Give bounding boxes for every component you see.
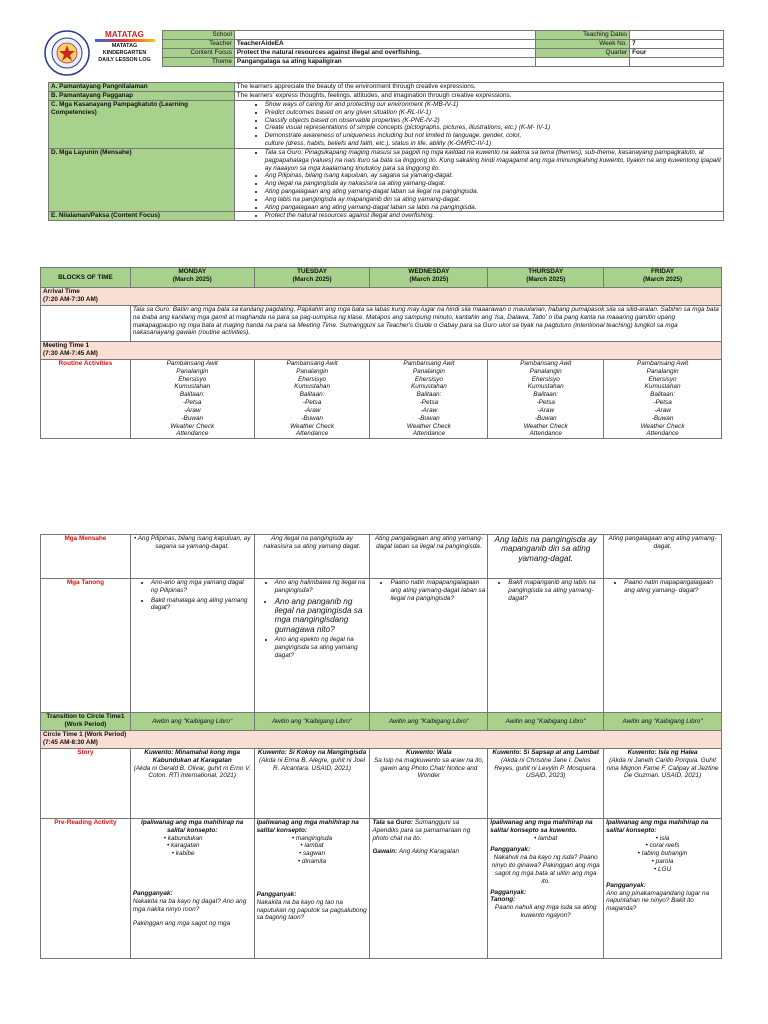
objectives-cell <box>234 148 723 212</box>
transition-row <box>41 713 722 731</box>
meeting-row <box>41 342 722 360</box>
day-name: WEDNESDAY <box>408 268 450 275</box>
list-item: • Classify objects based on observable properties (K-PNE-IV-2) <box>265 117 721 125</box>
tanong-list <box>257 579 368 660</box>
standard-d-label: D. Mga Layunin (Mensahe) <box>49 148 235 212</box>
prereading-cell <box>254 819 370 959</box>
explain-title: Ipaliwanag ang mga mahihirap na salita/ konsepto: <box>256 819 359 834</box>
routine-item: -Petsa <box>183 399 202 407</box>
routine-list <box>257 360 368 438</box>
list-item: • Bakit mapanganib ang labis na pangingisda sa ating yamang-dagat? <box>508 579 601 602</box>
story-cell <box>130 749 254 819</box>
meeting-label: Meeting Time 1 <box>43 342 90 349</box>
story-credit: (Akda ni Gerald B. Olivar, guhit ni Erno V. Coton. RTI International, 2021) <box>133 764 251 780</box>
header-row <box>163 31 724 40</box>
word: kabundukan <box>167 834 203 842</box>
word: coral reefs <box>649 842 680 850</box>
routine-item: Attendance <box>529 430 562 438</box>
transition-label: Transition to Circle Time1 (Work Period) <box>41 713 131 731</box>
day-date: (March 2025) <box>172 275 212 283</box>
list-item: • lambat <box>300 842 324 850</box>
list-item: • Demonstrate awareness of uniqueness including but not limited to language, gender, color, <box>265 132 721 140</box>
routine-row <box>41 360 722 439</box>
header-info-table <box>162 30 724 67</box>
tanong-label: Tanong: <box>490 896 516 904</box>
meeting-time: (7:30 AM-7:45 AM) <box>43 349 98 357</box>
routine-item: Balitaan: <box>416 391 442 399</box>
list-item: • Paano natin mapapangalagaan ang ating yamang- dagat? <box>624 579 719 595</box>
arrival-row <box>41 288 722 306</box>
tanong-cell <box>370 579 488 713</box>
competency-tail: culture (dress, habits, beliefs and faith, etc.), status in life, ability (K-GMRC-IV-1) <box>264 140 492 148</box>
circle-time: (7:45 AM-8:30 AM) <box>43 738 98 746</box>
list-item: • kabibe <box>171 850 195 858</box>
routine-item: -Araw <box>183 406 201 414</box>
explain-title: Ipaliwanag ang mga mahihirap na salita/ konsepto sa kuwento. <box>490 819 593 834</box>
pangganyak-text: Nakakita na ba kayo ng dagat? Ano ang mga nakita ninyo roon? <box>132 897 247 913</box>
list-item: • tabing buhangin <box>637 850 688 858</box>
quarter-value: Four <box>630 49 724 58</box>
routine-cell <box>488 360 604 439</box>
list-item: • Ano ang epekto ng ilegal na pangingisda sa ating yamang dagat? <box>275 636 368 659</box>
prereading-cell <box>130 819 254 959</box>
pangganyak-label: Pangganyak: <box>490 846 531 854</box>
day-name: FRIDAY <box>650 268 675 275</box>
standard-b-label: B. Pamantayang Pagganap <box>49 92 235 101</box>
mga-tanong-label: Mga Tanong <box>41 579 131 713</box>
standard-a-label: A. Pamantayang Pangnilalaman <box>49 83 235 92</box>
day-date: (March 2025) <box>409 275 449 283</box>
routine-item: -Petsa <box>653 399 672 407</box>
standard-row <box>49 92 724 101</box>
pangganyak-label: Pangganyak: <box>606 881 646 889</box>
list-item: • karagatan <box>166 842 200 850</box>
day-date: (March 2025) <box>643 275 683 283</box>
theme-value: Pangangalaga sa ating kapaligiran <box>234 58 535 67</box>
mensahe-cell: Ating pangalagaan ang ating yamang-dagat laban sa ilegal na pangingisda. <box>370 535 488 579</box>
routine-item: Attendance <box>295 430 329 438</box>
list-item: • Ating pangalagaan ang ating yamang-dagat laban sa ilegal na pangingisda. <box>265 188 721 196</box>
routine-item: -Araw <box>303 406 321 414</box>
day-header <box>488 268 604 288</box>
logo-sub3: DAILY LESSON LOG <box>98 56 151 63</box>
list-item: • coral reefs <box>645 842 680 850</box>
routine-item: Balitaan: <box>299 391 325 399</box>
routine-item: Kumustahan <box>644 383 681 391</box>
routine-item: Attendance <box>176 430 209 438</box>
header-row <box>163 49 724 58</box>
gawain-text <box>372 848 485 856</box>
day-header <box>370 268 488 288</box>
list-item: • lambat <box>534 834 558 842</box>
mensahe-cell: Ang ilegal na pangingisda ay nakasisira sa ating yamang dagat. <box>254 535 370 579</box>
routine-list <box>606 360 719 438</box>
list-item: • Paano natin mapapangalagaan ang ating yamang-dagat laban sa ilegal na pangingisda? <box>390 579 485 602</box>
list-item: • isla <box>655 834 670 842</box>
routine-item: -Araw <box>537 406 555 414</box>
circle-time-row <box>41 731 722 749</box>
logo-sub2: KINDERGARTEN <box>102 49 147 56</box>
schedule-table <box>40 267 722 439</box>
routine-item: Pambansang Awit <box>403 360 455 367</box>
transition-song: Awitin ang "Kaibigang Libro" <box>254 713 370 731</box>
routine-item: Kumustahan <box>174 383 211 391</box>
list-item: • LGU <box>653 865 672 873</box>
prereading-label: Pre-Reading Activity <box>41 819 131 959</box>
story-title: Kuwento: Minamahal kong mga Kabundukan at Karagatan <box>144 749 241 764</box>
prereading-cell <box>604 819 722 959</box>
gawain-label: Gawain: <box>372 848 398 856</box>
tanong-cell <box>488 579 604 713</box>
theme-label: Theme <box>163 58 235 67</box>
meeting-time-label <box>41 342 722 360</box>
mensahe-cell: • Ang Pilipinas, bilang isang kapuluan, ay sagana sa yamang-dagat. <box>130 535 254 579</box>
routine-item: -Buwan <box>651 414 674 422</box>
logo-sub-text <box>91 43 158 63</box>
competencies-list <box>237 101 721 140</box>
circle-label: Circle Time 1 (Work Period) <box>43 731 127 738</box>
prereading-cell <box>370 819 488 959</box>
mensahe-text: Ang Pilipinas, bilang isang kapuluan, ay sagana sa yamang-dagat. <box>137 535 251 550</box>
day-date: (March 2025) <box>292 275 332 283</box>
mensahe-cell: Ating pangalagaan ang ating yamang- dagat. <box>604 535 722 579</box>
list-item: • Protect the natural resources against illegal and overfishing. <box>265 212 721 220</box>
school-value <box>234 31 535 40</box>
mga-mensahe-label: Mga Mensahe <box>41 535 131 579</box>
routine-item: -Araw <box>420 406 438 414</box>
routine-item: -Petsa <box>536 399 555 407</box>
list-item: • Create visual representations of simple concepts (pictographs, pictures, illustrations, etc.) (K-M- IV-1) <box>265 124 721 132</box>
lesson-table <box>40 534 722 959</box>
tanong-cell <box>604 579 722 713</box>
routine-item: Ehersisyo <box>298 375 327 383</box>
tanong-list <box>372 579 485 602</box>
logo-block <box>44 30 158 76</box>
pangganyak-label: Pangganyak: <box>256 890 297 898</box>
routine-item: Panalangin <box>412 367 445 375</box>
routine-item: Weather Check <box>170 422 215 430</box>
gawain-body: Ang Aking Karagatan <box>398 848 460 856</box>
story-cell <box>370 749 488 819</box>
logo-sub1: MATATAG <box>111 43 138 49</box>
routine-item: -Petsa <box>419 399 439 407</box>
arrival-time: (7:20 AM-7:30 AM) <box>43 295 98 303</box>
day-name: TUESDAY <box>297 268 328 275</box>
explain-title: Ipaliwanag ang mga mahihirap na salita/ konsepto: <box>141 819 244 834</box>
day-header <box>254 268 370 288</box>
word: karagatan <box>170 842 200 850</box>
routine-item: -Buwan <box>181 414 204 422</box>
list-item: • Tala sa Guro: Pinagsikapang maging masusi sa pagpili ng mga kaildad na kuwento na aakma sa tema (themes), sub-theme, kasanayang pampagkatuto, at pagpapahalaga (values) na nais ituro sa bata sa linggong ito. Kung sakaling hindi magagamit ang mga iminungkahing kuwento, tiyakin na ang kuwentong ipapalit ay naaayon sa mga kaalamang tinutukoy para sa linggong ito. <box>265 149 721 172</box>
routine-item: Kumustahan <box>410 383 447 391</box>
routine-item: Ehersisyo <box>531 375 560 383</box>
story-title: Kuwento: Si Kokoy na Mangingisda <box>257 749 367 756</box>
routine-item: Kumustahan <box>527 383 564 391</box>
tanong-list <box>133 579 252 612</box>
prereading-row <box>41 819 722 959</box>
story-credit: (Akda ni Janeth Carillo Porquia. Guhit nina Mignon Fame F. Calipay at Jeztine De Guzman. USAID, 2021) <box>606 756 719 780</box>
header-row <box>163 58 724 67</box>
tanong-row <box>41 579 722 713</box>
blank-cell <box>536 58 630 67</box>
explain-title: Ipaliwanag ang mga mahihirap na salita/ konsepto: <box>606 819 709 834</box>
story-title: Kuwento: Si Sapsap at ang Lambat <box>492 749 599 756</box>
pangganyak-text: Pakinggan ang mga sagot ng mga <box>132 919 231 927</box>
routine-item: Pambansang Awit <box>286 360 338 367</box>
tanong-list <box>490 579 601 602</box>
story-credit: (Akda ni Erma B. Alegre, guhit ni Joel R. Alcantara. USAID, 2021) <box>259 756 365 772</box>
word: kabibe <box>175 850 195 858</box>
arrival-note-row <box>41 306 722 342</box>
routine-item: Ehersisyo <box>414 375 443 383</box>
blank-cell <box>630 58 724 67</box>
routine-item: -Buwan <box>418 414 440 422</box>
routine-cell <box>254 360 370 439</box>
story-row <box>41 749 722 819</box>
school-label: School <box>163 31 235 40</box>
tanong-list <box>606 579 719 595</box>
list-item: • Bakit mahalaga ang ating yamang dagat? <box>151 597 252 613</box>
tanong-cell <box>254 579 370 713</box>
day-name: THURSDAY <box>528 268 564 275</box>
routine-item: Pambansang Awit <box>520 360 572 367</box>
transition-song: Awitin ang "Kaibigang Libro" <box>370 713 488 731</box>
week-label: Week No. <box>536 40 630 49</box>
routine-item: Panalangin <box>529 367 562 375</box>
standard-row <box>49 148 724 212</box>
list-item: • Predict outcomes based on any given situation (K-RL-IV-1) <box>265 109 721 117</box>
word-list <box>115 835 252 858</box>
word: lambat <box>538 834 558 842</box>
routine-item: Balitaan: <box>533 391 559 399</box>
routine-item: -Buwan <box>534 414 557 422</box>
objectives-list <box>237 149 721 212</box>
list-item: • Ano ang halimbawa ng ilegal na pangingisda? <box>275 579 368 595</box>
pangganyak-label: Pangganyak: <box>132 890 173 898</box>
routine-item: -Buwan <box>301 414 323 422</box>
routine-activities-label: Routine Activities <box>41 360 131 439</box>
routine-item: Weather Check <box>640 422 685 430</box>
arrival-label: Arrival Time <box>43 288 80 295</box>
routine-item: Attendance <box>646 430 679 438</box>
pangganyak-text: Nakahuli na ba kayo ng isda? Paano ninyo ito ginawa? Pakinggan ang mga sagot ng mga bata at ulitin ang mga ito. <box>491 854 600 885</box>
word: parola <box>655 858 674 866</box>
word: lambat <box>304 842 324 850</box>
week-value: 7 <box>630 40 724 49</box>
routine-item: Pambansang Awit <box>166 360 218 367</box>
content-focus-value: Protect the natural resources against illegal and overfishing. <box>234 49 535 58</box>
word-list <box>606 835 719 874</box>
list-item: • Ano ang panganib ng ilegal na pangingisda sa mga mangingisdang gumagawa nito? <box>275 597 368 635</box>
story-title: Kuwento: Isla ng Halea <box>627 749 698 756</box>
transition-song: Awitin ang "Kaibigang Libro" <box>604 713 722 731</box>
tala-body: Sumangguni sa Apendiks para sa pamamaraan ng photo chat na ito. <box>372 819 471 842</box>
standard-row <box>49 83 724 92</box>
list-item: • Show ways of caring for and protecting our environment (K-MB-IV-1) <box>265 101 721 109</box>
word: sagwan <box>302 850 326 858</box>
word: mangingisda <box>295 834 333 842</box>
routine-list <box>372 360 485 438</box>
arrival-time-label <box>41 288 722 306</box>
blocks-of-time-header: BLOCKS OF TIME <box>41 268 131 288</box>
story-credit: Sa Isip na magkuwento sa araw na ito, gawin ang Photo Chat/ Notice and Wonder <box>373 756 484 780</box>
day-date: (March 2025) <box>526 275 566 283</box>
routine-item: Panalangin <box>296 367 329 375</box>
routine-item: Weather Check <box>290 422 335 430</box>
routine-item: Attendance <box>412 430 446 438</box>
transition-song: Awitin ang "Kaibigang Libro" <box>130 713 254 731</box>
prereading-cell <box>488 819 604 959</box>
standards-table <box>48 82 724 221</box>
word: LGU <box>657 865 672 873</box>
list-item: • Ang ilegal na pangingisda ay nakasisira sa ating yamang-dagat. <box>265 180 721 188</box>
list-item: • Ano-ano ang mga yamang dagat ng Pilipinas? <box>151 579 252 595</box>
arrival-note: Tala sa Guro: Batiin ang mga bata sa kanilang pagdating. Papilahin ang mga bata sa labas kung may lugar na hindi sila maaarawan o mauulanan, habang pumapasok sila sa silid-aralan. Sabihin sa mga bata na ibaba ang kanilang mga gamit at maghanda na para sa pag-uumpisa ng klase. Matapos ang sampung minuto, kantahin ang 'Isa, Dalawa, Tatlo' o iba pang kanta na maaaring gamitin upang makapagpaupo ng mga bata at maging handa na para sa Meeting Time. Sumangguni sa Teacher's Guide o Gabay para sa Guro ukol sa tiyak na pagtuturo (intentional teaching) tungkol sa mga nakasanayang gawain (routine activities). <box>130 306 721 342</box>
tala-text <box>372 819 485 842</box>
standard-row <box>49 101 724 149</box>
routine-cell <box>604 360 722 439</box>
standard-a-value: The learners appreciate the beauty of the environment through creative expressions. <box>234 83 723 92</box>
list-item: • kabundukan <box>163 834 203 842</box>
list-item: • Ang Pilipinas, bilang isang kapuluan, ay sagana sa yamang-dagat. <box>265 172 721 180</box>
day-name: MONDAY <box>178 268 207 275</box>
routine-item: Kumustahan <box>294 383 331 391</box>
routine-list <box>490 360 601 438</box>
teaching-dates-value <box>630 31 724 40</box>
circle-time-label <box>41 731 722 749</box>
routine-cell <box>130 360 254 439</box>
routine-item: Weather Check <box>406 422 451 430</box>
standard-b-value: The learners' express thoughts, feelings, attitudes, and imagination through creative expressions. <box>234 92 723 101</box>
word: isla <box>659 834 670 842</box>
header-row <box>163 40 724 49</box>
pangganyak-text: Ano ang pinakamagandang lugar na napuntahan ne ninyo? Bakit ito maganda? <box>606 889 710 913</box>
content-focus-list <box>237 212 721 220</box>
blank-cell <box>41 306 131 342</box>
routine-item: -Petsa <box>302 399 322 407</box>
teaching-dates-label: Teaching Dates <box>536 31 630 40</box>
schedule-header-row <box>41 268 722 288</box>
routine-item: Panalangin <box>646 367 679 375</box>
content-focus-cell <box>234 212 723 221</box>
matatag-logo-text: MATATAG <box>104 30 145 39</box>
routine-list <box>133 360 252 438</box>
logo-color-bar <box>95 39 155 42</box>
word: dinamita <box>301 858 327 866</box>
list-item: • dinamita <box>297 858 327 866</box>
word: tabing buhangin <box>641 850 688 858</box>
routine-item: Balitaan: <box>179 391 205 399</box>
routine-item: -Araw <box>654 406 671 414</box>
list-item: • sagwan <box>298 850 326 858</box>
routine-item: Ehersisyo <box>648 375 677 383</box>
quarter-label: Quarter <box>536 49 630 58</box>
story-cell <box>488 749 604 819</box>
day-header <box>130 268 254 288</box>
mensahe-row <box>41 535 722 579</box>
list-item: • Ang labis na pangingisda ay mapanganib din sa ating yamang-dagat. <box>265 196 721 204</box>
word-list <box>257 835 368 866</box>
pangganyak-text: Nakakita na ba kayo ng tao na naputukan ng paputok sa pagsalubong sa bagong taon? <box>256 898 367 922</box>
tala-label: Tala sa Guro: <box>372 819 414 826</box>
tanong-text: Paano nahuli ang mga isda sa ating kuwento ngayon? <box>494 904 597 919</box>
deped-seal-icon <box>44 30 90 76</box>
routine-item: Balitaan: <box>650 391 675 399</box>
story-label: Story <box>41 749 131 819</box>
routine-item: Panalangin <box>176 367 209 375</box>
list-item: • Ating pangalagaan ang ating yamang-dagat laban sa labis na pangingisda. <box>265 204 721 212</box>
routine-item: Ehersisyo <box>178 375 207 383</box>
standard-row <box>49 212 724 221</box>
competencies-cell <box>234 101 723 149</box>
routine-item: Pambansang Awit <box>636 360 689 367</box>
story-cell <box>254 749 370 819</box>
teacher-label: Teacher <box>163 40 235 49</box>
teacher-value: TeacherAideEA <box>234 40 535 49</box>
standard-e-label: E. Nilalaman/Paksa (Content Focus) <box>49 212 235 221</box>
list-item: • mangingisda <box>291 834 333 842</box>
list-item: • parola <box>651 858 674 866</box>
pagganyak-label: Pagganyak: <box>490 888 527 896</box>
story-credit: (Akda ni Christine Jane I. Delos Reyes, guhit ni Levylin P. Mosquera. USAID, 2023) <box>494 756 598 780</box>
mensahe-cell: Ang labis na pangingisda ay mapanganib din sa ating yamang-dagat. <box>488 535 604 579</box>
tanong-cell <box>130 579 254 713</box>
routine-item: Weather Check <box>523 422 568 430</box>
story-title: Kuwento: Wala <box>406 749 452 756</box>
word-list <box>490 835 601 843</box>
transition-song: Awitin ang "Kaibigang Libro" <box>488 713 604 731</box>
day-header <box>604 268 722 288</box>
standard-c-label: C. Mga Kasanayang Pampagkatuto (Learning Competencies) <box>49 101 235 149</box>
brand-text <box>91 30 158 63</box>
routine-cell <box>370 360 488 439</box>
story-cell <box>604 749 722 819</box>
content-focus-label: Content Focus <box>163 49 235 58</box>
